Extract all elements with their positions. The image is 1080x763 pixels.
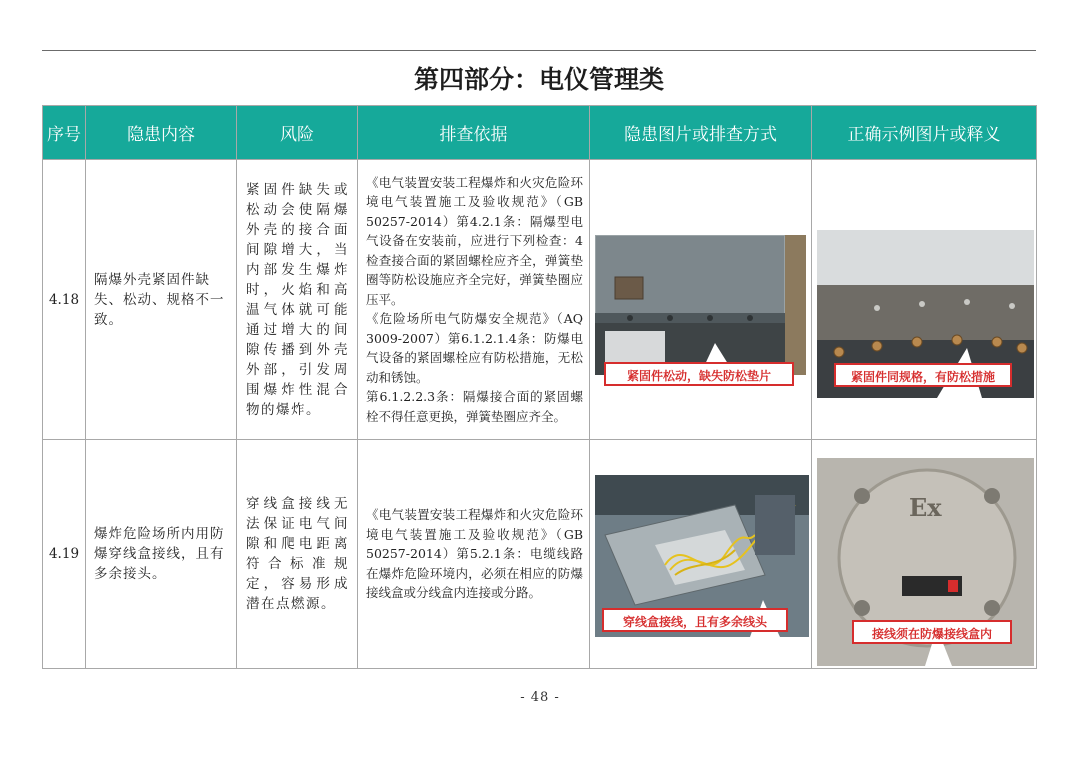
row-number: 4.19 bbox=[43, 440, 86, 669]
header-hazard-image: 隐患图片或排查方式 bbox=[590, 106, 812, 160]
basis-paragraph: 第6.1.2.2.3条：隔爆接合面的紧固螺栓不得任意更换，弹簧垫圈应齐全。 bbox=[366, 389, 583, 424]
ex-mark: Ex bbox=[909, 493, 942, 522]
hazard-table bbox=[42, 105, 1037, 669]
page-number: - 48 - bbox=[520, 690, 560, 705]
basis-paragraph: 《电气装置安装工程爆炸和火灾危险环境电气装置施工及验收规范》（GB 50257-2014）第4.2.1条：隔爆型电气设备在安装前，应进行下列检查：4检查接合面的紧固螺栓应齐全，弹簧垫圈等防松设施应齐全完好，弹簧垫圈应压平。 bbox=[366, 174, 583, 307]
top-rule bbox=[42, 50, 1036, 51]
table-row bbox=[43, 160, 1037, 440]
hazard-caption: 紧固件松动，缺失防松垫片 bbox=[604, 362, 794, 386]
header-risk: 风险 bbox=[237, 106, 358, 160]
header-content: 隐患内容 bbox=[86, 106, 237, 160]
basis-paragraph: 《电气装置安装工程爆炸和火灾危险环境电气装置施工及验收规范》（GB 50257-2014）第5.2.1条：电缆线路在爆炸危险环境内，必须在相应的防爆接线盒或分线盒内连接或分路。 bbox=[366, 507, 583, 601]
correct-caption: 接线须在防爆接线盒内 bbox=[852, 620, 1012, 644]
risk-text: 紧固件缺失或松动会使隔爆外壳的接合面间隙增大，当内部发生爆炸时，火焰和高温气体就可能通过增大的间隙传播到外壳外部，引发周围爆炸性混合物的爆炸。 bbox=[237, 160, 358, 440]
hazard-image-cell bbox=[590, 440, 812, 669]
header-correct-image: 正确示例图片或释义 bbox=[812, 106, 1037, 160]
hazard-photo-loose-fasteners bbox=[595, 235, 806, 375]
basis-text bbox=[358, 160, 590, 440]
basis-text bbox=[358, 440, 590, 669]
risk-text: 穿线盒接线无法保证电气间隙和爬电距离符合标准规定，容易形成潜在点燃源。 bbox=[237, 440, 358, 669]
correct-caption: 紧固件同规格，有防松措施 bbox=[834, 363, 1012, 387]
correct-image-cell bbox=[812, 440, 1037, 669]
basis-paragraph: 《危险场所电气防爆安全规范》（AQ 3009-2007）第6.1.2.1.4条：防爆电气设备的紧固螺栓应有防松措施，无松动和锈蚀。 bbox=[366, 311, 583, 385]
hazard-content: 爆炸危险场所内用防爆穿线盒接线，且有多余接头。 bbox=[86, 440, 237, 669]
hazard-caption: 穿线盒接线，且有多余线头 bbox=[602, 608, 788, 632]
row-number: 4.18 bbox=[43, 160, 86, 440]
table-row bbox=[43, 440, 1037, 669]
header-num: 序号 bbox=[43, 106, 86, 160]
header-basis: 排查依据 bbox=[358, 106, 590, 160]
page-title: 第四部分：电仪管理类 bbox=[413, 65, 664, 94]
table-header-row bbox=[43, 106, 1037, 160]
hazard-content: 隔爆外壳紧固件缺失、松动、规格不一致。 bbox=[86, 160, 237, 440]
hazard-image-cell bbox=[590, 160, 812, 440]
correct-image-cell bbox=[812, 160, 1037, 440]
